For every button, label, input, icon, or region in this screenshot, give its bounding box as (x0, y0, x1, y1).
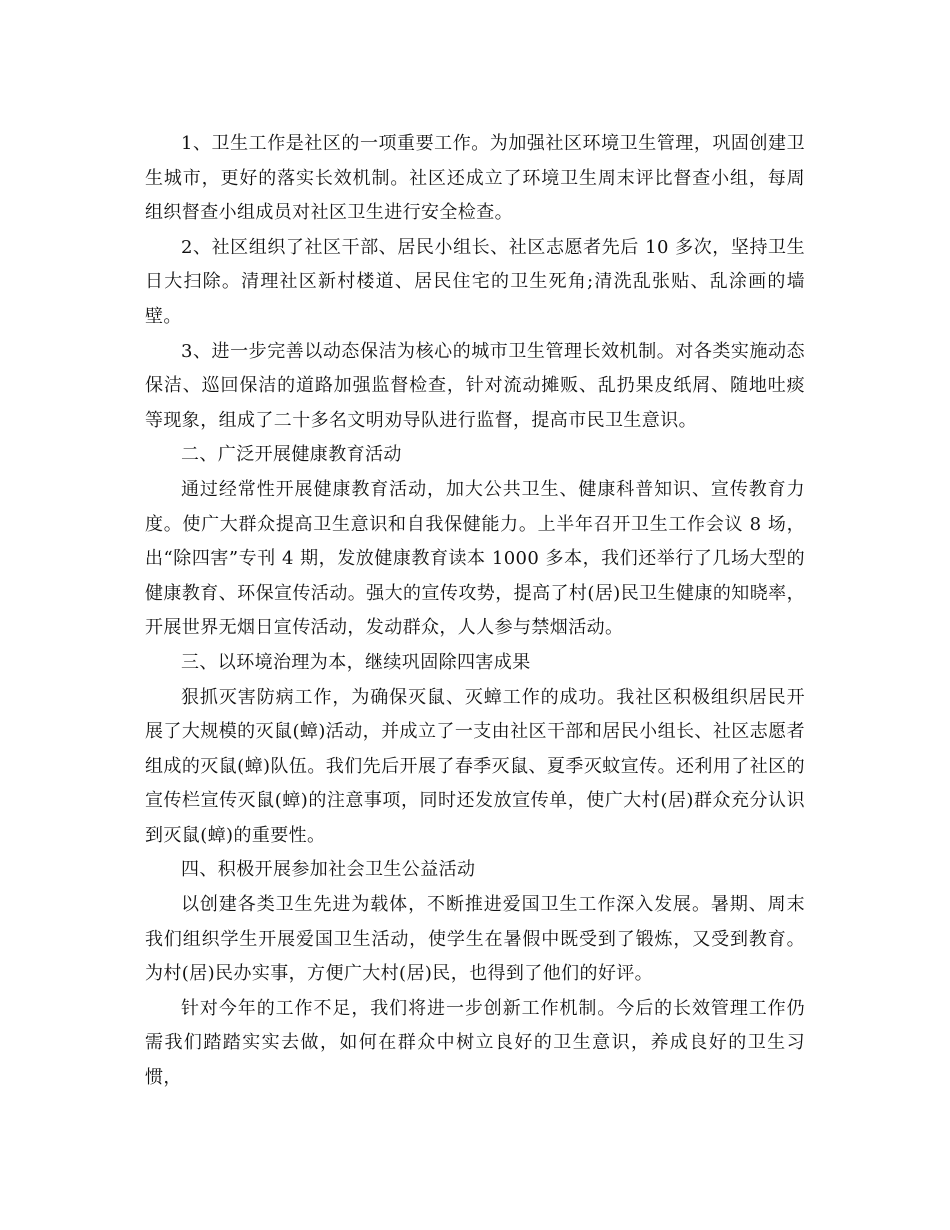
paragraph-item-2: 2、社区组织了社区干部、居民小组长、社区志愿者先后 10 多次，坚持卫生日大扫除。清理社区新村楼道、居民住宅的卫生死角;清洗乱张贴、乱涂画的墙壁。 (145, 236, 805, 327)
paragraph-shortcomings: 针对今年的工作不足，我们将进一步创新工作机制。今后的长效管理工作仍需我们踏踏实实去做，如何在群众中树立良好的卫生意识，养成良好的卫生习惯， (145, 997, 805, 1089)
section-heading-2: 二、广泛开展健康教育活动 (181, 444, 402, 466)
paragraph-item-3: 3、进一步完善以动态保洁为核心的城市卫生管理长效机制。对各类实施动态保洁、巡回保洁的道路加强监督检查，针对流动摊贩、乱扔果皮纸屑、随地吐痰等现象，组成了二十多名文明劝导队进行监督，提高市民卫生意识。 (145, 340, 805, 431)
section-heading-3: 三、以环境治理为本，继续巩固除四害成果 (181, 651, 531, 673)
paragraph-pest-control: 狠抓灭害防病工作，为确保灭鼠、灭蟑工作的成功。我社区积极组织居民开展了大规模的灭鼠(蟑)活动，并成立了一支由社区干部和居民小组长、社区志愿者组成的灭鼠(蟑)队伍。我们先后开展了春季灭鼠、夏季灭蚊宣传。还利用了社区的宣传栏宣传灭鼠(蟑)的注意事项，同时还发放宣传单，使广大村(居)群众充分认识到灭鼠(蟑)的重要性。 (145, 686, 805, 846)
paragraph-health-education: 通过经常性开展健康教育活动，加大公共卫生、健康科普知识、宣传教育力度。使广大群众提高卫生意识和自我保健能力。上半年召开卫生工作会议 8 场，出“除四害”专刊 4 期，发放健康教育读本 1000 多本，我们还举行了几场大型的健康教育、环保宣传活动。强大的宣传攻势，提高了村(居)民卫生健康的知晓率，开展世界无烟日宣传活动，发动群众，人人参与禁烟活动。 (145, 478, 805, 639)
paragraph-item-1: 1、卫生工作是社区的一项重要工作。为加强社区环境卫生管理，巩固创建卫生城市，更好的落实长效机制。社区还成立了环境卫生周末评比督查小组，每周组织督查小组成员对社区卫生进行安全检查。 (145, 133, 805, 224)
section-heading-4: 四、积极开展参加社会卫生公益活动 (181, 859, 476, 881)
paragraph-public-welfare: 以创建各类卫生先进为载体，不断推进爱国卫生工作深入发展。暑期、周末我们组织学生开展爱国卫生活动，使学生在暑假中既受到了锻炼，又受到教育。为村(居)民办实事，方便广大村(居)民，也得到了他们的好评。 (145, 894, 805, 985)
document-body (145, 127, 805, 1096)
